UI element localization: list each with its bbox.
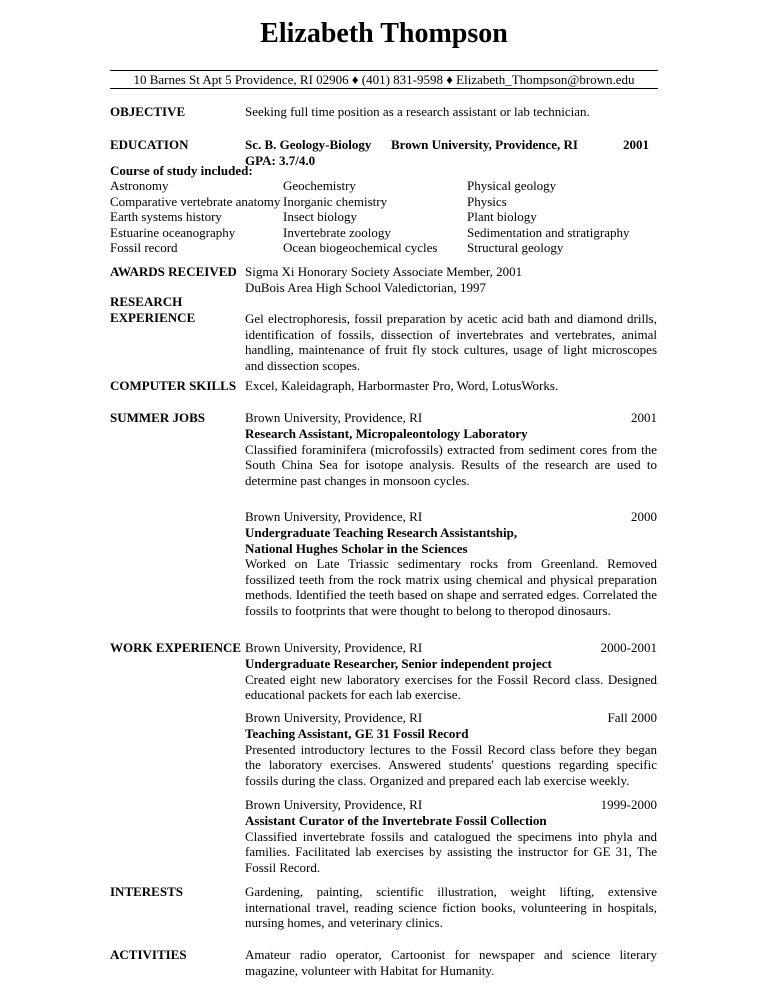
job-year: 2000 xyxy=(631,509,657,524)
job-organization: Brown University, Providence, RI xyxy=(245,710,423,725)
computer-text: Excel, Kaleidagraph, Harbormaster Pro, Word, LotusWorks. xyxy=(245,378,559,393)
education-heading: EDUCATION xyxy=(110,137,189,152)
interests-text: Gardening, painting, scientific illustration, weight lifting, extensive international travel, reading science fiction books, volunteering in hospitals, nursing homes, and veterinary clinics. xyxy=(245,884,657,930)
interests-heading: INTERESTS xyxy=(110,884,183,899)
education-year: 2001 xyxy=(623,137,649,152)
job-organization: Brown University, Providence, RI xyxy=(245,509,423,524)
course-item: Comparative vertebrate anatomy xyxy=(110,193,281,209)
course-item: Astronomy xyxy=(110,178,169,193)
job-description: Worked on Late Triassic sedimentary rocks from Greenland. Removed fossilized teeth from the rock matrix using chemical and physical preparation methods. Identified the teeth based on shape and serrated edges. Correlated the fossils to footprints that were thought to belong to theropod dinosaurs. xyxy=(245,556,657,618)
course-item: Structural geology xyxy=(467,240,564,255)
job-title: Undergraduate Researcher, Senior independent project xyxy=(245,656,552,671)
job-organization: Brown University, Providence, RI xyxy=(245,410,423,425)
work-job-entry xyxy=(245,640,657,703)
job-description: Presented introductory lectures to the Fossil Record class before they began the laboratory exercises. Answered students' questions regarding specific fossils during the class. Organized and prepared each lab exercise weekly. xyxy=(245,741,657,788)
job-title: Undergraduate Teaching Research Assistantship, xyxy=(245,525,518,540)
research-heading-line: EXPERIENCE xyxy=(110,309,196,325)
course-item: Inorganic chemistry xyxy=(283,193,388,209)
candidate-name: Elizabeth Thompson xyxy=(260,18,508,49)
job-title-secondary: National Hughes Scholar in the Sciences xyxy=(245,540,468,556)
job-year: 2001 xyxy=(631,410,657,425)
summer-jobs-heading: SUMMER JOBS xyxy=(110,410,205,425)
education-gpa: GPA: 3.7/4.0 xyxy=(245,153,316,168)
course-item: Physical geology xyxy=(467,178,557,193)
awards-heading: AWARDS RECEIVED xyxy=(110,264,237,279)
course-column-2 xyxy=(283,178,437,256)
research-heading-line: RESEARCH xyxy=(110,294,183,309)
job-description: Classified invertebrate fossils and catalogued the specimens into phyla and families. Facilitated lab exercises by assisting the instructor for GE 31, The Fossil Record. xyxy=(245,828,657,875)
work-heading: WORK EXPERIENCE xyxy=(110,640,242,655)
job-year: Fall 2000 xyxy=(607,710,657,725)
job-title: Assistant Curator of the Invertebrate Fossil Collection xyxy=(245,813,547,828)
course-item: Invertebrate zoology xyxy=(283,224,391,240)
job-year: 1999-2000 xyxy=(600,797,657,812)
course-item: Fossil record xyxy=(110,240,178,255)
job-organization: Brown University, Providence, RI xyxy=(245,640,423,655)
summer-job-entry xyxy=(245,509,657,618)
course-item: Physics xyxy=(467,193,507,209)
activities-text: Amateur radio operator, Cartoonist for newspaper and science literary magazine, volunteer with Habitat for Humanity. xyxy=(245,947,657,978)
course-item: Insect biology xyxy=(283,209,358,224)
course-item: Estuarine oceanography xyxy=(110,224,236,240)
job-title: Teaching Assistant, GE 31 Fossil Record xyxy=(245,726,469,741)
objective-heading: OBJECTIVE xyxy=(110,104,186,119)
course-item: Plant biology xyxy=(467,209,537,224)
job-description: Created eight new laboratory exercises for the Fossil Record class. Designed educational packets for each lab exercise. xyxy=(245,671,657,702)
education-degree: Sc. B. Geology-Biology xyxy=(245,137,372,152)
job-year: 2000-2001 xyxy=(600,640,657,655)
summer-job-entry xyxy=(245,410,657,488)
course-item: Earth systems history xyxy=(110,209,222,224)
research-heading xyxy=(110,294,195,325)
courses-heading: Course of study included: xyxy=(110,163,253,178)
job-organization: Brown University, Providence, RI xyxy=(245,797,423,812)
objective-text: Seeking full time position as a research assistant or lab technician. xyxy=(245,104,590,119)
course-item: Sedimentation and stratigraphy xyxy=(467,224,630,240)
activities-heading: ACTIVITIES xyxy=(110,947,187,962)
course-item: Geochemistry xyxy=(283,178,356,193)
course-column-3 xyxy=(467,178,629,256)
work-job-entry xyxy=(245,797,657,875)
education-school: Brown University, Providence, RI xyxy=(391,137,578,152)
course-column-1 xyxy=(110,178,280,256)
course-item: Ocean biogeochemical cycles xyxy=(283,240,438,255)
job-description: Classified foraminifera (microfossils) extracted from sediment cores from the South China Sea for isotope analysis. Results of the research are used to determine past changes in monsoon cycles. xyxy=(245,441,657,488)
work-job-entry xyxy=(245,710,657,788)
contact-line: 10 Barnes St Apt 5 Providence, RI 02906 ♦ (401) 831-9598 ♦ Elizabeth_Thompson@brown.edu xyxy=(110,70,658,89)
job-title: Research Assistant, Micropaleontology Laboratory xyxy=(245,426,528,441)
award-item: Sigma Xi Honorary Society Associate Member, 2001 xyxy=(245,264,523,279)
computer-heading: COMPUTER SKILLS xyxy=(110,378,237,393)
research-text: Gel electrophoresis, fossil preparation by acetic acid bath and diamond drills, identification of fossils, dissection of invertebrates and vertebrates, animal handling, maintenance of fruit fly stock cultures, usage of light microscopes and dissection scopes. xyxy=(245,311,657,373)
award-item: DuBois Area High School Valedictorian, 1997 xyxy=(245,280,486,295)
